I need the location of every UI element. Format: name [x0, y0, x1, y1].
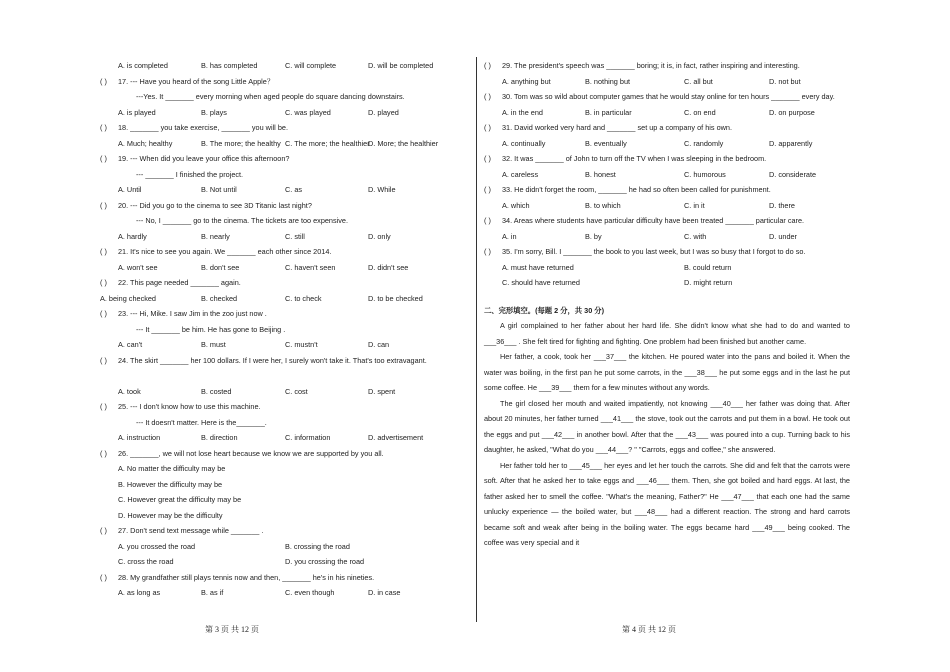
option: A. took: [118, 386, 141, 396]
option: D. under: [769, 231, 797, 241]
option: D. will be completed: [368, 61, 434, 70]
option: B. in particular: [585, 107, 632, 117]
option: D. might return: [684, 278, 733, 287]
question-bracket: ( ): [100, 355, 107, 365]
option: D. apparently: [769, 138, 813, 148]
question-bracket: ( ): [100, 448, 107, 458]
option: B. eventually: [585, 138, 627, 148]
question-bracket: ( ): [100, 526, 107, 535]
passage-paragraph: A girl complained to her father about her hard life. She didn't know what she had to do and wanted to ___36___ . She felt tired for fighting and fighting. One problem had been finished but another came.: [484, 321, 850, 346]
option: D. on purpose: [769, 107, 815, 117]
question-stem: 19. --- When did you leave your office this afternoon?: [118, 154, 290, 163]
option: C. still: [285, 231, 305, 241]
option: B. The more; the healthy: [201, 138, 281, 148]
question-bracket: ( ): [484, 92, 491, 101]
option: B. nothing but: [585, 76, 631, 86]
option: D. not but: [769, 76, 801, 86]
option: B. nearly: [201, 231, 230, 241]
option: D. advertisement: [368, 433, 424, 442]
option: B. to which: [585, 200, 621, 210]
option: B. must: [201, 340, 226, 349]
question-bracket: ( ): [484, 216, 491, 225]
option: C. cost: [285, 386, 308, 396]
option: A. instruction: [118, 433, 161, 442]
question-bracket: ( ): [100, 154, 107, 163]
option: C. randomly: [684, 138, 724, 148]
option: C. to check: [285, 293, 322, 303]
option: D. only: [368, 231, 391, 241]
column-divider: [476, 57, 477, 622]
page-footer: 第 4 页 共 12 页: [622, 625, 676, 634]
option: B. plays: [201, 107, 227, 117]
option: C. in it: [684, 200, 705, 210]
question-bracket: ( ): [100, 402, 107, 411]
option: D. While: [368, 185, 396, 194]
question-bracket: ( ): [484, 185, 491, 194]
option: A. must have returned: [502, 262, 574, 272]
question-dialog-line: --- It doesn't matter. Here is the_______.: [136, 417, 267, 427]
option: D. played: [368, 107, 399, 117]
question-stem: 21. It's nice to see you again. We _______ each other since 2014.: [118, 247, 332, 256]
question-stem: 17. --- Have you heard of the song Little Apple？: [118, 76, 275, 86]
option: C. even though: [285, 588, 335, 597]
option: D. spent: [368, 386, 396, 396]
option: B. direction: [201, 433, 238, 442]
option: C. However great the difficulty may be: [118, 495, 242, 504]
page-footer: 第 3 页 共 12 页: [205, 625, 259, 634]
question-stem: 34. Areas where students have particular difficulty have been treated _______ particular care.: [502, 216, 805, 225]
question-bracket: ( ): [100, 572, 107, 582]
question-stem: 32. It was _______ of John to turn off the TV when I was sleeping in the bedroom.: [502, 154, 767, 163]
option: C. information: [285, 433, 331, 442]
option: A. hardly: [118, 231, 147, 241]
question-stem: 33. He didn't forget the room, _______ he had so often been called for punishment.: [502, 185, 771, 194]
question-stem: 27. Don't send text message while _______ .: [118, 526, 264, 535]
option: C. The more; the healthier: [285, 138, 370, 148]
option: A. can't: [118, 340, 143, 349]
question-stem: 28. My grandfather still plays tennis now and then, _______ he's in his nineties.: [118, 572, 375, 582]
passage-paragraph: Her father told her to ___45___ her eyes and let her touch the carrots. She did and felt that the carrots were soft. After that he asked her to take eggs and ___46___ them. Then, she got boiled and hard eggs. At last, the father asked her to smell the coffee. "What's the meaning, Father?" He ___47___ that each one had the same unlucky experience — the boiled water, but ___48___ had a different reaction. The strong and hard carrots became soft and weak after being in the boiling water. The eggs became hard ___49___ being cooked. The coffee was very special and it: [484, 460, 850, 547]
option: B. by: [585, 231, 602, 241]
question-dialog-line: --- It _______ be him. He has gone to Beijing .: [136, 324, 286, 334]
option: A. won't see: [118, 262, 158, 272]
question-bracket: ( ): [484, 154, 491, 163]
question-stem: 23. --- Hi, Mike. I saw Jim in the zoo just now .: [118, 309, 267, 318]
option: D. More; the healthier: [368, 138, 439, 148]
question-stem: 18. _______ you take exercise, _______ you will be.: [118, 123, 288, 132]
option: A. continually: [502, 138, 546, 148]
option: B. has completed: [201, 61, 258, 70]
option: C. haven't seen: [285, 262, 336, 272]
option: D. considerate: [769, 169, 817, 179]
option: A. anything but: [502, 76, 551, 86]
question-stem: 26. _______, we will not lose heart because we know we are supported by you all.: [118, 448, 384, 458]
question-stem: 20. --- Did you go to the cinema to see 3D Titanic last night?: [118, 200, 312, 210]
option: A. in: [502, 231, 517, 241]
question-stem: 22. This page needed _______ again.: [118, 278, 241, 287]
option: B. crossing the road: [285, 541, 350, 551]
question-bracket: ( ): [100, 200, 107, 210]
question-stem: 30. Tom was so wild about computer games that he would stay online for ten hours _______ every day.: [502, 92, 835, 101]
option: C. should have returned: [502, 278, 580, 287]
option: A. No matter the difficulty may be: [118, 464, 226, 473]
option: C. mustn't: [285, 340, 318, 349]
option: C. cross the road: [118, 557, 174, 566]
option: A. in the end: [502, 107, 543, 117]
cloze-passage: [484, 318, 850, 551]
option: B. costed: [201, 386, 232, 396]
question-bracket: ( ): [484, 247, 491, 256]
question-bracket: ( ): [100, 278, 107, 287]
option: C. will complete: [285, 61, 337, 70]
option: A. which: [502, 200, 530, 210]
option: C. on end: [684, 107, 716, 117]
option: D. in case: [368, 588, 401, 597]
option: A. Until: [118, 185, 142, 194]
option: C. humorous: [684, 169, 726, 179]
question-dialog-line: --- No, I _______ go to the cinema. The tickets are too expensive.: [136, 216, 348, 225]
question-bracket: ( ): [484, 61, 491, 70]
question-stem: 29. The president's speech was _______ boring; it is, in fact, rather inspiring and interesting.: [502, 61, 800, 70]
question-stem: 35. I'm sorry, Bill. I _______ the book to you last week, but I was so busy that I forgot to do so.: [502, 247, 806, 256]
question-bracket: ( ): [484, 123, 491, 132]
option: C. all but: [684, 76, 713, 86]
question-bracket: ( ): [100, 123, 107, 132]
option: B. checked: [201, 293, 238, 303]
question-dialog-line: --- _______ I finished the project.: [136, 169, 244, 179]
passage-paragraph: The girl closed her mouth and waited impatiently, not knowing ___40___ her father was doing that. After about 20 minutes, her father turned ___41___ the stove, took out the carrots and put them in a bowl. He took out the eggs and put ___42___ in another bowl. After that the ___43___ was poured into a cup. Turning back to his daughter, he asked, "What do you ___44___? " "Carrots, eggs and coffee," she answered.: [484, 398, 850, 454]
question-bracket: ( ): [100, 76, 107, 86]
option: A. careless: [502, 169, 539, 179]
option: A. is played: [118, 107, 156, 117]
option: B. Not until: [201, 185, 237, 194]
option: A. Much; healthy: [118, 138, 173, 148]
question-bracket: ( ): [100, 309, 107, 318]
option: C. as: [285, 185, 303, 194]
option: D. can: [368, 340, 390, 349]
option: C. with: [684, 231, 707, 241]
option: D. to be checked: [368, 293, 423, 303]
passage-paragraph: Her father, a cook, took her ___37___ the kitchen. He poured water into the pans and boiled it. When the water was boiling, in the first pan he put some carrots, in the ___38___ he put some eggs and in the last he put some coffee. He ___39___ them for a few minutes without any words.: [484, 352, 850, 392]
option: B. could return: [684, 262, 732, 272]
option: B. However the difficulty may be: [118, 479, 223, 489]
option: B. honest: [585, 169, 616, 179]
question-stem: 31. David worked very hard and _______ set up a company of his own.: [502, 123, 732, 132]
option: D. However may be the difficulty: [118, 510, 223, 520]
left-page: [100, 0, 470, 672]
option: C. was played: [285, 107, 331, 117]
option: D. you crossing the road: [285, 557, 365, 566]
option: A. you crossed the road: [118, 541, 196, 551]
option: B. as if: [201, 588, 224, 597]
question-dialog-line: ---Yes. It _______ every morning when aged people do square dancing downstairs.: [136, 92, 405, 101]
option: B. don't see: [201, 262, 240, 272]
question-bracket: ( ): [100, 247, 107, 256]
question-stem: 24. The skirt _______ her 100 dollars. If I were her, I surely won't take it. That's too extravagant.: [118, 355, 427, 365]
question-stem: 25. --- I don't know how to use this machine.: [118, 402, 261, 411]
option: A. as long as: [118, 588, 161, 597]
section-title: 二、完形填空。(每题 2 分，共 30 分): [484, 305, 605, 315]
option: D. there: [769, 200, 795, 210]
option: A. is completed: [118, 61, 168, 70]
right-page: [484, 0, 854, 672]
option: D. didn't see: [368, 262, 409, 272]
option: A. being checked: [100, 293, 156, 303]
